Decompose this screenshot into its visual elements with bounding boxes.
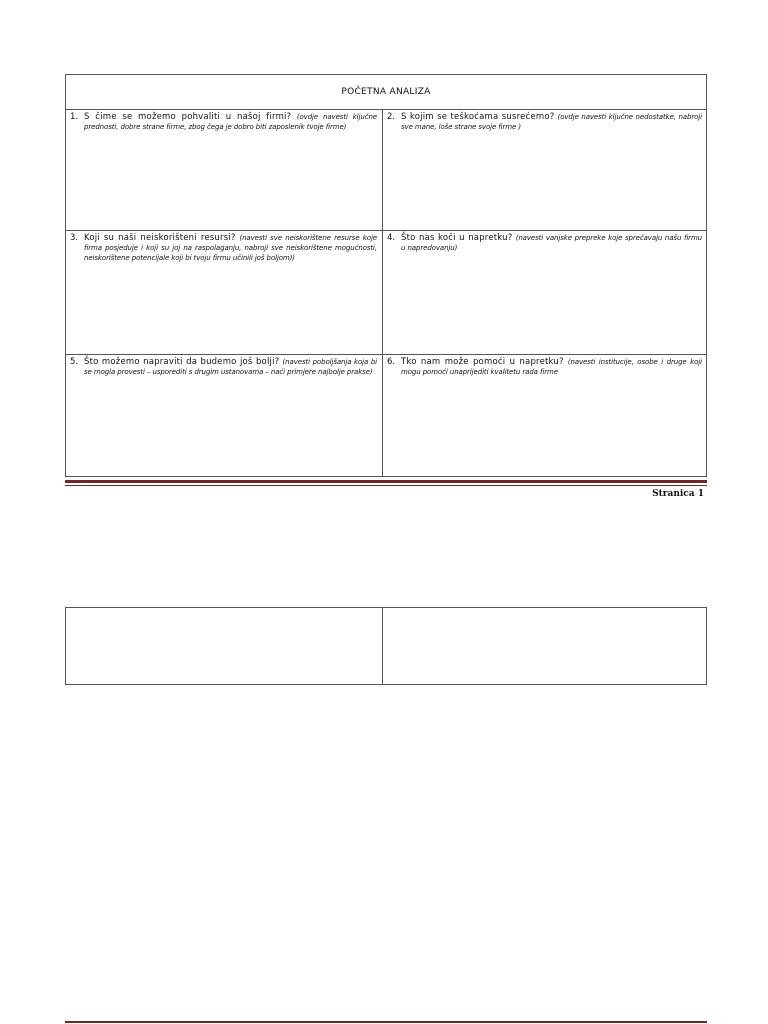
footer-divider-thick xyxy=(65,480,707,483)
table-title: POČETNA ANALIZA xyxy=(66,75,706,110)
item-text xyxy=(84,233,377,263)
item-number: 3. xyxy=(70,233,79,243)
question-text: S čime se možemo pohvaliti u našoj firmi? xyxy=(84,112,292,122)
item-number: 5. xyxy=(70,357,79,367)
hint-text: (ovdje navesti ključne prednosti, dobre strane firme, zbog čega je dobro biti zaposlenik tvoje firme) xyxy=(84,113,378,131)
question-text: Što nas koči u napretku? xyxy=(401,233,513,243)
hint-text: (navesti vanjske prepreke koje sprečavaju našu firmu u napredovanju) xyxy=(401,234,703,252)
item-number: 4. xyxy=(387,233,396,243)
list-item xyxy=(387,112,702,132)
item-text xyxy=(401,233,702,253)
question-text: Tko nam može pomoći u napretku? xyxy=(401,357,564,367)
list-item xyxy=(70,233,377,263)
analysis-cell-3 xyxy=(66,231,383,355)
analysis-cell-2 xyxy=(383,110,707,231)
hint-text: (navesti institucije, osobe i druge koji mogu pomoći unaprijediti kvalitetu rada firme xyxy=(401,358,702,376)
list-item xyxy=(387,357,702,377)
question-text: Što možemo napraviti da budemo još bolji? xyxy=(84,357,280,367)
item-text xyxy=(401,112,702,132)
analysis-grid xyxy=(66,110,706,476)
analysis-cell-5 xyxy=(66,355,383,476)
item-text xyxy=(401,357,702,377)
continuation-table xyxy=(65,607,707,685)
item-text xyxy=(84,357,377,377)
item-number: 1. xyxy=(70,112,79,122)
continuation-cell-right xyxy=(383,608,706,684)
list-item xyxy=(70,112,377,132)
hint-text: (ovdje navesti ključne nedostatke, nabroji sve mane, loše strane svoje firme ) xyxy=(401,113,702,131)
item-text xyxy=(84,112,377,132)
question-text: S kojim se teškoćama susrećemo? xyxy=(401,112,555,122)
analysis-cell-1 xyxy=(66,110,383,231)
list-item xyxy=(387,233,702,253)
footer-divider-thin xyxy=(65,485,707,486)
analysis-cell-6 xyxy=(383,355,707,476)
pocetna-analiza-table xyxy=(65,74,707,477)
hint-text: (navesti poboljšanja koja bi se mogla provesti – usporediti s drugim ustanovama – naći primjere najbolje prakse) xyxy=(84,358,378,376)
question-text: Koji su naši neiskorišteni resursi? xyxy=(84,233,236,243)
bottom-divider xyxy=(65,1021,707,1023)
analysis-cell-4 xyxy=(383,231,707,355)
list-item xyxy=(70,357,377,377)
continuation-cell-left xyxy=(66,608,383,684)
item-number: 2. xyxy=(387,112,396,122)
page-number: Stranica 1 xyxy=(652,489,704,499)
hint-text: (navesti sve neiskorištene resurse koje firma posjeduje i koji su joj na raspolaganju, nabroji sve neiskorištene mogućnosti, neiskorištene potencijale koji bi tvoju firmu učinili još boljom)) xyxy=(84,234,377,262)
item-number: 6. xyxy=(387,357,396,367)
